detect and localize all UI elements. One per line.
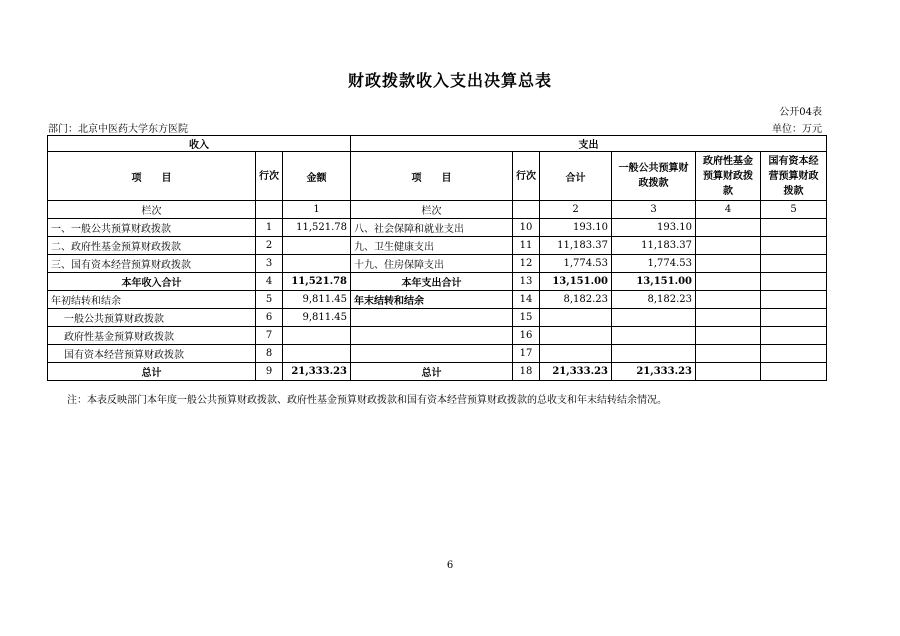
line-number: 17 (513, 345, 540, 363)
general-budget-amount: 193.10 (612, 219, 696, 237)
expense-total: 8,182.23 (540, 291, 612, 309)
line-number: 2 (256, 237, 283, 255)
column-number-row (48, 201, 827, 219)
gov-fund-amount (696, 291, 761, 309)
gov-fund-amount (696, 255, 761, 273)
table-row (48, 309, 827, 327)
state-capital-amount (761, 291, 827, 309)
general-budget-amount: 8,182.23 (612, 291, 696, 309)
line-number: 3 (256, 255, 283, 273)
table-row (48, 219, 827, 237)
gov-fund-header: 政府性基金预算财政拨款 (696, 152, 761, 201)
expense-item: 十九、住房保障支出 (351, 255, 513, 273)
expense-total: 11,183.37 (540, 237, 612, 255)
expense-item: 九、卫生健康支出 (351, 237, 513, 255)
column-number: 4 (696, 201, 761, 219)
expense-total (540, 309, 612, 327)
expense-item: 年末结转和结余 (351, 291, 513, 309)
expense-total: 13,151.00 (540, 273, 612, 291)
expense-total (540, 327, 612, 345)
expense-item: 总计 (351, 363, 513, 381)
income-item: 一般公共预算财政拨款 (48, 309, 256, 327)
state-capital-amount (761, 309, 827, 327)
income-amount: 9,811.45 (283, 291, 351, 309)
state-capital-amount (761, 273, 827, 291)
line-number: 7 (256, 327, 283, 345)
table-row (48, 273, 827, 291)
state-capital-amount (761, 363, 827, 381)
income-amount: 9,811.45 (283, 309, 351, 327)
income-amount (283, 255, 351, 273)
income-item: 三、国有资本经营预算财政拨款 (48, 255, 256, 273)
column-number: 3 (612, 201, 696, 219)
expense-total-header: 合计 (540, 152, 612, 201)
income-amount: 11,521.78 (283, 219, 351, 237)
gov-fund-amount (696, 327, 761, 345)
line-number: 5 (256, 291, 283, 309)
income-amount (283, 345, 351, 363)
line-number: 8 (256, 345, 283, 363)
table-body (48, 219, 827, 381)
line-number: 9 (256, 363, 283, 381)
line-number: 4 (256, 273, 283, 291)
column-number: 2 (540, 201, 612, 219)
expense-item (351, 327, 513, 345)
gov-fund-amount (696, 219, 761, 237)
line-number: 14 (513, 291, 540, 309)
income-item: 总计 (48, 363, 256, 381)
column-label-right: 栏次 (351, 201, 513, 219)
general-budget-header: 一般公共预算财政拨款 (612, 152, 696, 201)
line-number: 15 (513, 309, 540, 327)
gov-fund-amount (696, 345, 761, 363)
unit-label: 单位：万元 (772, 124, 822, 135)
expense-total: 1,774.53 (540, 255, 612, 273)
general-budget-amount (612, 345, 696, 363)
state-capital-amount (761, 327, 827, 345)
expense-item (351, 309, 513, 327)
gov-fund-amount (696, 273, 761, 291)
income-item-header: 项 目 (48, 152, 256, 201)
column-number: 5 (761, 201, 827, 219)
income-item: 年初结转和结余 (48, 291, 256, 309)
state-capital-amount (761, 255, 827, 273)
general-budget-amount: 11,183.37 (612, 237, 696, 255)
line-number: 10 (513, 219, 540, 237)
line-number: 12 (513, 255, 540, 273)
table-cell (513, 201, 540, 219)
table-row (48, 345, 827, 363)
table-cell (256, 201, 283, 219)
form-number: 公开04表 (779, 107, 822, 118)
line-number: 1 (256, 219, 283, 237)
state-capital-header: 国有资本经营预算财政拨款 (761, 152, 827, 201)
line-number: 11 (513, 237, 540, 255)
expense-item (351, 345, 513, 363)
table-row (48, 255, 827, 273)
state-capital-amount (761, 345, 827, 363)
line-number: 18 (513, 363, 540, 381)
income-item: 一、一般公共预算财政拨款 (48, 219, 256, 237)
income-amount-header: 金额 (283, 152, 351, 201)
expense-item: 八、社会保障和就业支出 (351, 219, 513, 237)
income-amount: 11,521.78 (283, 273, 351, 291)
header-row-columns (48, 152, 827, 201)
general-budget-amount: 21,333.23 (612, 363, 696, 381)
income-item: 政府性基金预算财政拨款 (48, 327, 256, 345)
income-amount (283, 327, 351, 345)
table-note: 注：本表反映部门本年度一般公共预算财政拨款、政府性基金预算财政拨款和国有资本经营预算财政拨款的总收支和年末结转结余情况。 (67, 395, 667, 406)
income-amount (283, 237, 351, 255)
expense-item-header: 项 目 (351, 152, 513, 201)
table-row (48, 363, 827, 381)
fiscal-summary-table (47, 135, 827, 381)
page-title: 财政拨款收入支出决算总表 (347, 71, 552, 90)
general-budget-amount: 13,151.00 (612, 273, 696, 291)
general-budget-amount (612, 327, 696, 345)
general-budget-amount: 1,774.53 (612, 255, 696, 273)
page-number: 6 (446, 560, 454, 571)
income-line-header: 行次 (256, 152, 283, 201)
column-label-left: 栏次 (48, 201, 256, 219)
column-number: 1 (283, 201, 351, 219)
income-item: 国有资本经营预算财政拨款 (48, 345, 256, 363)
department-label: 部门：北京中医药大学东方医院 (48, 124, 188, 135)
expense-total: 21,333.23 (540, 363, 612, 381)
table-row (48, 237, 827, 255)
table-row (48, 327, 827, 345)
gov-fund-amount (696, 363, 761, 381)
gov-fund-amount (696, 309, 761, 327)
income-header: 收入 (48, 136, 351, 152)
expense-total: 193.10 (540, 219, 612, 237)
expense-total (540, 345, 612, 363)
line-number: 16 (513, 327, 540, 345)
header-row-sections (48, 136, 827, 152)
expense-line-header: 行次 (513, 152, 540, 201)
state-capital-amount (761, 237, 827, 255)
line-number: 6 (256, 309, 283, 327)
general-budget-amount (612, 309, 696, 327)
state-capital-amount (761, 219, 827, 237)
income-amount: 21,333.23 (283, 363, 351, 381)
expense-item: 本年支出合计 (351, 273, 513, 291)
income-item: 本年收入合计 (48, 273, 256, 291)
table-row (48, 291, 827, 309)
line-number: 13 (513, 273, 540, 291)
income-item: 二、政府性基金预算财政拨款 (48, 237, 256, 255)
expense-header: 支出 (351, 136, 827, 152)
gov-fund-amount (696, 237, 761, 255)
